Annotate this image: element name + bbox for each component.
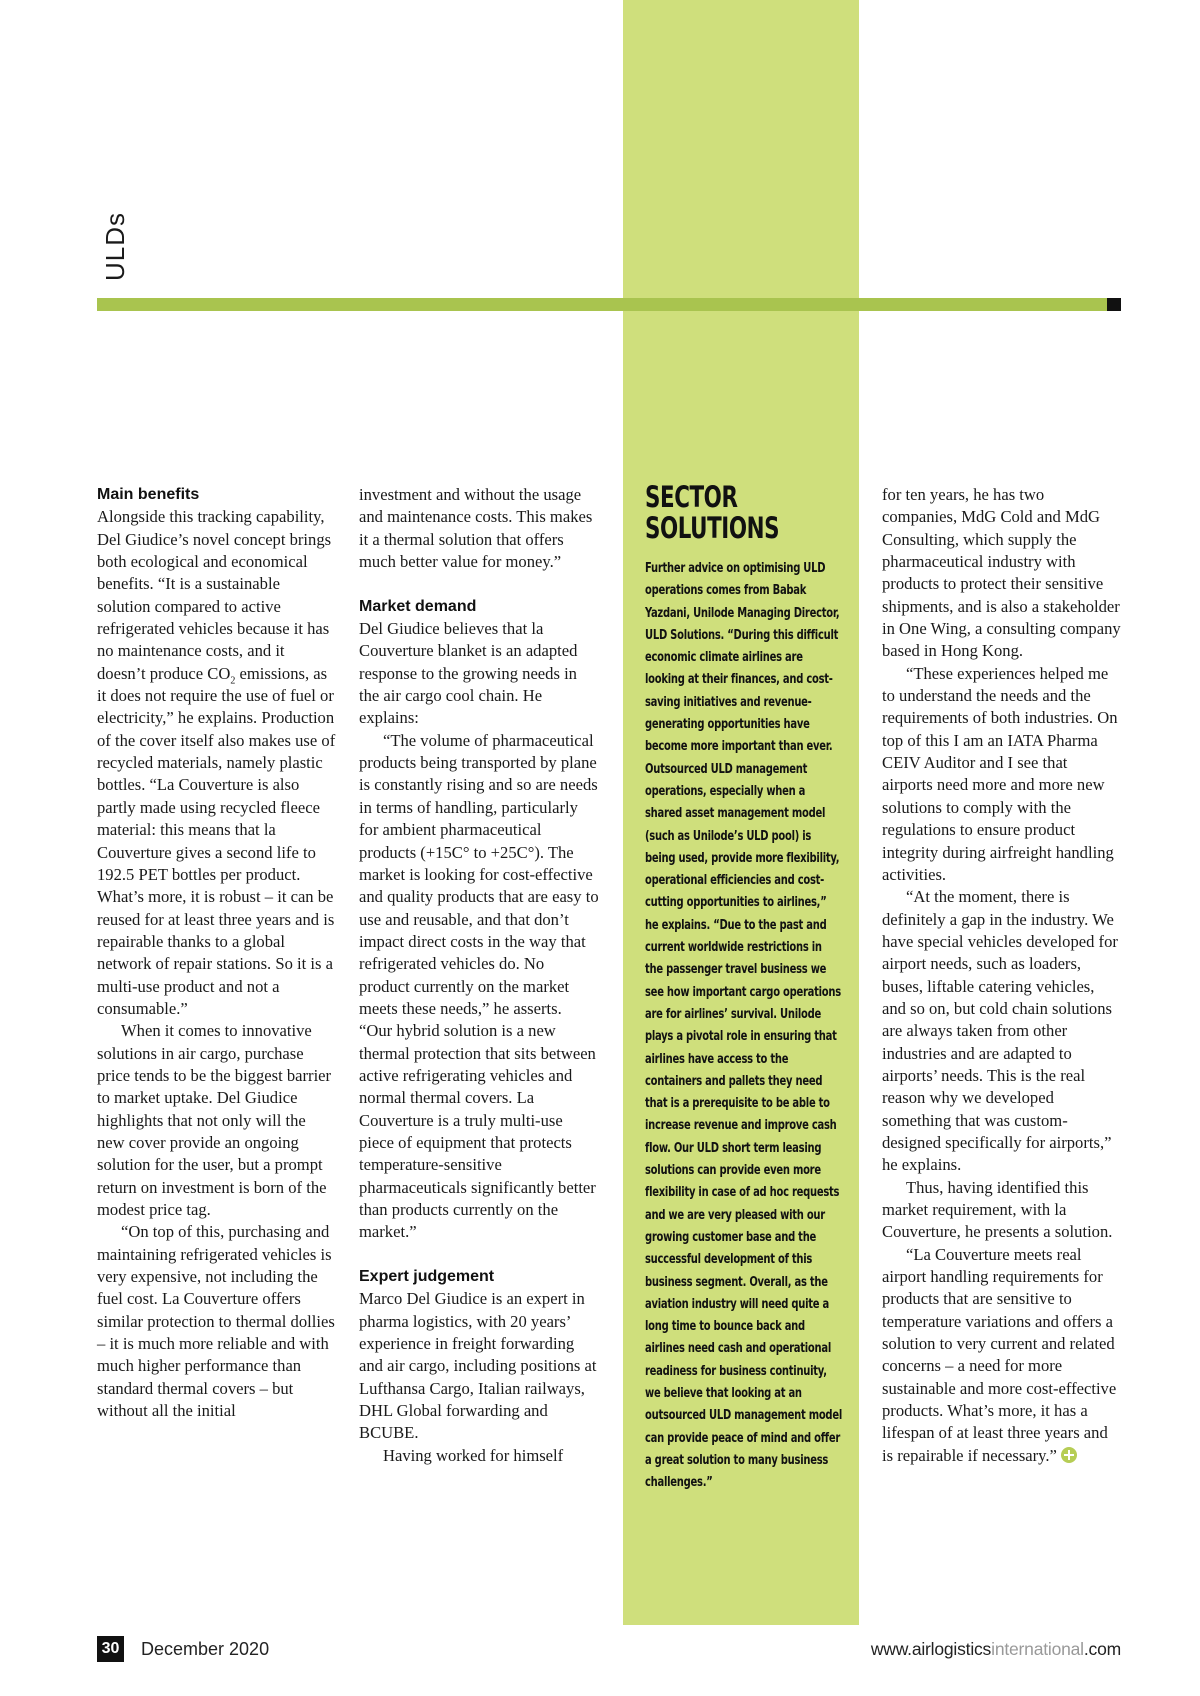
paragraph: investment and without the usage and maintenance costs. This makes it a thermal solution that offers much better value for money.” <box>359 485 593 572</box>
paragraph: Having worked for himself <box>383 1445 564 1465</box>
section-tag-label: ULDs <box>99 211 130 281</box>
paragraph: for ten years, he has two companies, MdG Cold and MdG Consulting, which supply the pharmaceutical industry with products to protect their sensitive shipments, and is also a stakeholder in One Wing, a consulting company based in Hong Kong. <box>882 485 1121 661</box>
paragraph: “At the moment, there is definitely a gap in the industry. We have special vehicles developed for airport needs, such as loaders, buses, liftable catering vehicles, and so on, but cold chain solutions are always taken from other industries and are adapted to airports’ needs. This is the real reason why we developed something that was custom-designed specifically for airports,” he explains. <box>882 887 1118 1175</box>
section-tag <box>97 206 133 286</box>
header-rule-end <box>1107 298 1121 311</box>
paragraph: Thus, having identified this market requirement, with la Couverture, he presents a solution. <box>882 1177 1113 1242</box>
sidebar-body: Further advice on optimising ULD operations comes from Babak Yazdani, Unilode Managing Director, ULD Solutions. “During this difficult economic climate airlines are looking at their finances, and cost-saving initiatives and revenue-generating opportunities have become more important than ever. Outsourced ULD management operations, especially when a shared asset management model (such as Unilode’s ULD pool) is being used, provide more flexibility, operational efficiencies and cost-cutting opportunities to airlines,” he explains. “Due to the past and current worldwide restrictions in the passenger travel business we see how important cargo operations are for airlines’ survival. Unilode plays a pivotal role in ensuring that airlines have access to the containers and pallets they need that is a prerequisite to be able to increase revenue and improve cash flow. Our ULD short term leasing solutions can provide even more flexibility in case of ad hoc requests and we are very pleased with our growing customer base and the successful development of this business segment. Overall, as the aviation industry will need quite a long time to bounce back and airlines need cash and operational readiness for business continuity, we believe that looking at an outsourced ULD management model can provide peace of mind and offer a great solution to many business challenges.” <box>645 561 842 1491</box>
paragraph: “These experiences helped me to understand the needs and the requirements of both industries. On top of this I am an IATA Pharma CEIV Auditor and I see that airports need more and more new solutions to comply with the regulations to ensure product integrity during airfreight handling activities. <box>882 663 1118 884</box>
paragraph: “La Couverture meets real airport handling requirements for products that are sensitive to temperature variations and offers a solution to very current and related concerns – a need for more sustainable and more cost-effective products. What’s more, it has a lifespan of at least three years and is repairable if necessary.” <box>882 1244 1117 1465</box>
issue-date: December 2020 <box>141 1639 270 1659</box>
paragraph: “The volume of pharmaceutical products being transported by plane is constantly rising and so are needs in terms of handling, particularly for ambient pharmaceutical products (+15C° to +25C°). The market is looking for cost-effective and quality products that are easy to use and reusable, and that don’t impact direct costs in the way that refrigerated vehicles do. No product currently on the market meets these needs,” he asserts. “Our hybrid solution is a new thermal protection that sits between active refrigerating vehicles and normal thermal covers. La Couverture is a truly multi-use piece of equipment that protects temperature-sensitive pharmaceuticals significantly better than products currently on the market.” <box>359 730 599 1242</box>
end-of-article-icon <box>1061 1447 1077 1463</box>
article-column-2 <box>359 484 599 1467</box>
website-url[interactable]: www.airlogisticsinternational.com <box>870 1639 1121 1659</box>
paragraph: Del Giudice believes that la Couverture blanket is an adapted response to the growing needs in the air cargo cool chain. He explains: <box>359 619 578 728</box>
paragraph: Marco Del Giudice is an expert in pharma logistics, with 20 years’ experience in freight forwarding and air cargo, including positions at Lufthansa Cargo, Italian railways, DHL Global forwarding and BCUBE. <box>359 1289 597 1443</box>
article-column-4 <box>882 484 1122 1467</box>
article-column-1 <box>97 484 337 1422</box>
header-rule <box>97 298 1107 311</box>
subheading-expert-judgement: Expert judgement <box>359 1268 495 1286</box>
sector-solutions-sidebar <box>645 482 841 1494</box>
subheading-market-demand: Market demand <box>359 597 477 615</box>
paragraph: Alongside this tracking capability, Del Giudice’s novel concept brings both ecological and economical benefits. “It is a sustainable solution compared to active refrigerated vehicles because it has no maintenance costs, and it doesn’t produce $CO_2$ emissions, as it does not require the use of fuel or electricity,” he explains. Production of the cover itself also makes use of recycled materials, namely plastic bottles. “La Couverture is also partly made using recycled fleece material: this means that la Couverture gives a second life to 192.5 PET bottles per product. What’s more, it is robust – it can be reused for at least three years and is repairable thanks to a global network of repair stations. So it is a multi-use product and not a consumable.” <box>97 507 336 1018</box>
sidebar-title: SECTOR SOLUTIONS <box>645 480 780 545</box>
paragraph: “On top of this, purchasing and maintaining refrigerated vehicles is very expensive, not including the fuel cost. La Couverture offers similar protection to thermal dollies – it is much more reliable and with much higher performance than standard thermal covers – but without all the initial <box>97 1222 335 1421</box>
paragraph: When it comes to innovative solutions in air cargo, purchase price tends to be the biggest barrier to market uptake. Del Giudice highlights that not only will the new cover provide an ongoing solution for the user, but a prompt return on investment is born of the modest price tag. <box>97 1021 332 1219</box>
subheading-main-benefits: Main benefits <box>97 486 200 503</box>
page-number: 30 <box>97 1636 124 1662</box>
